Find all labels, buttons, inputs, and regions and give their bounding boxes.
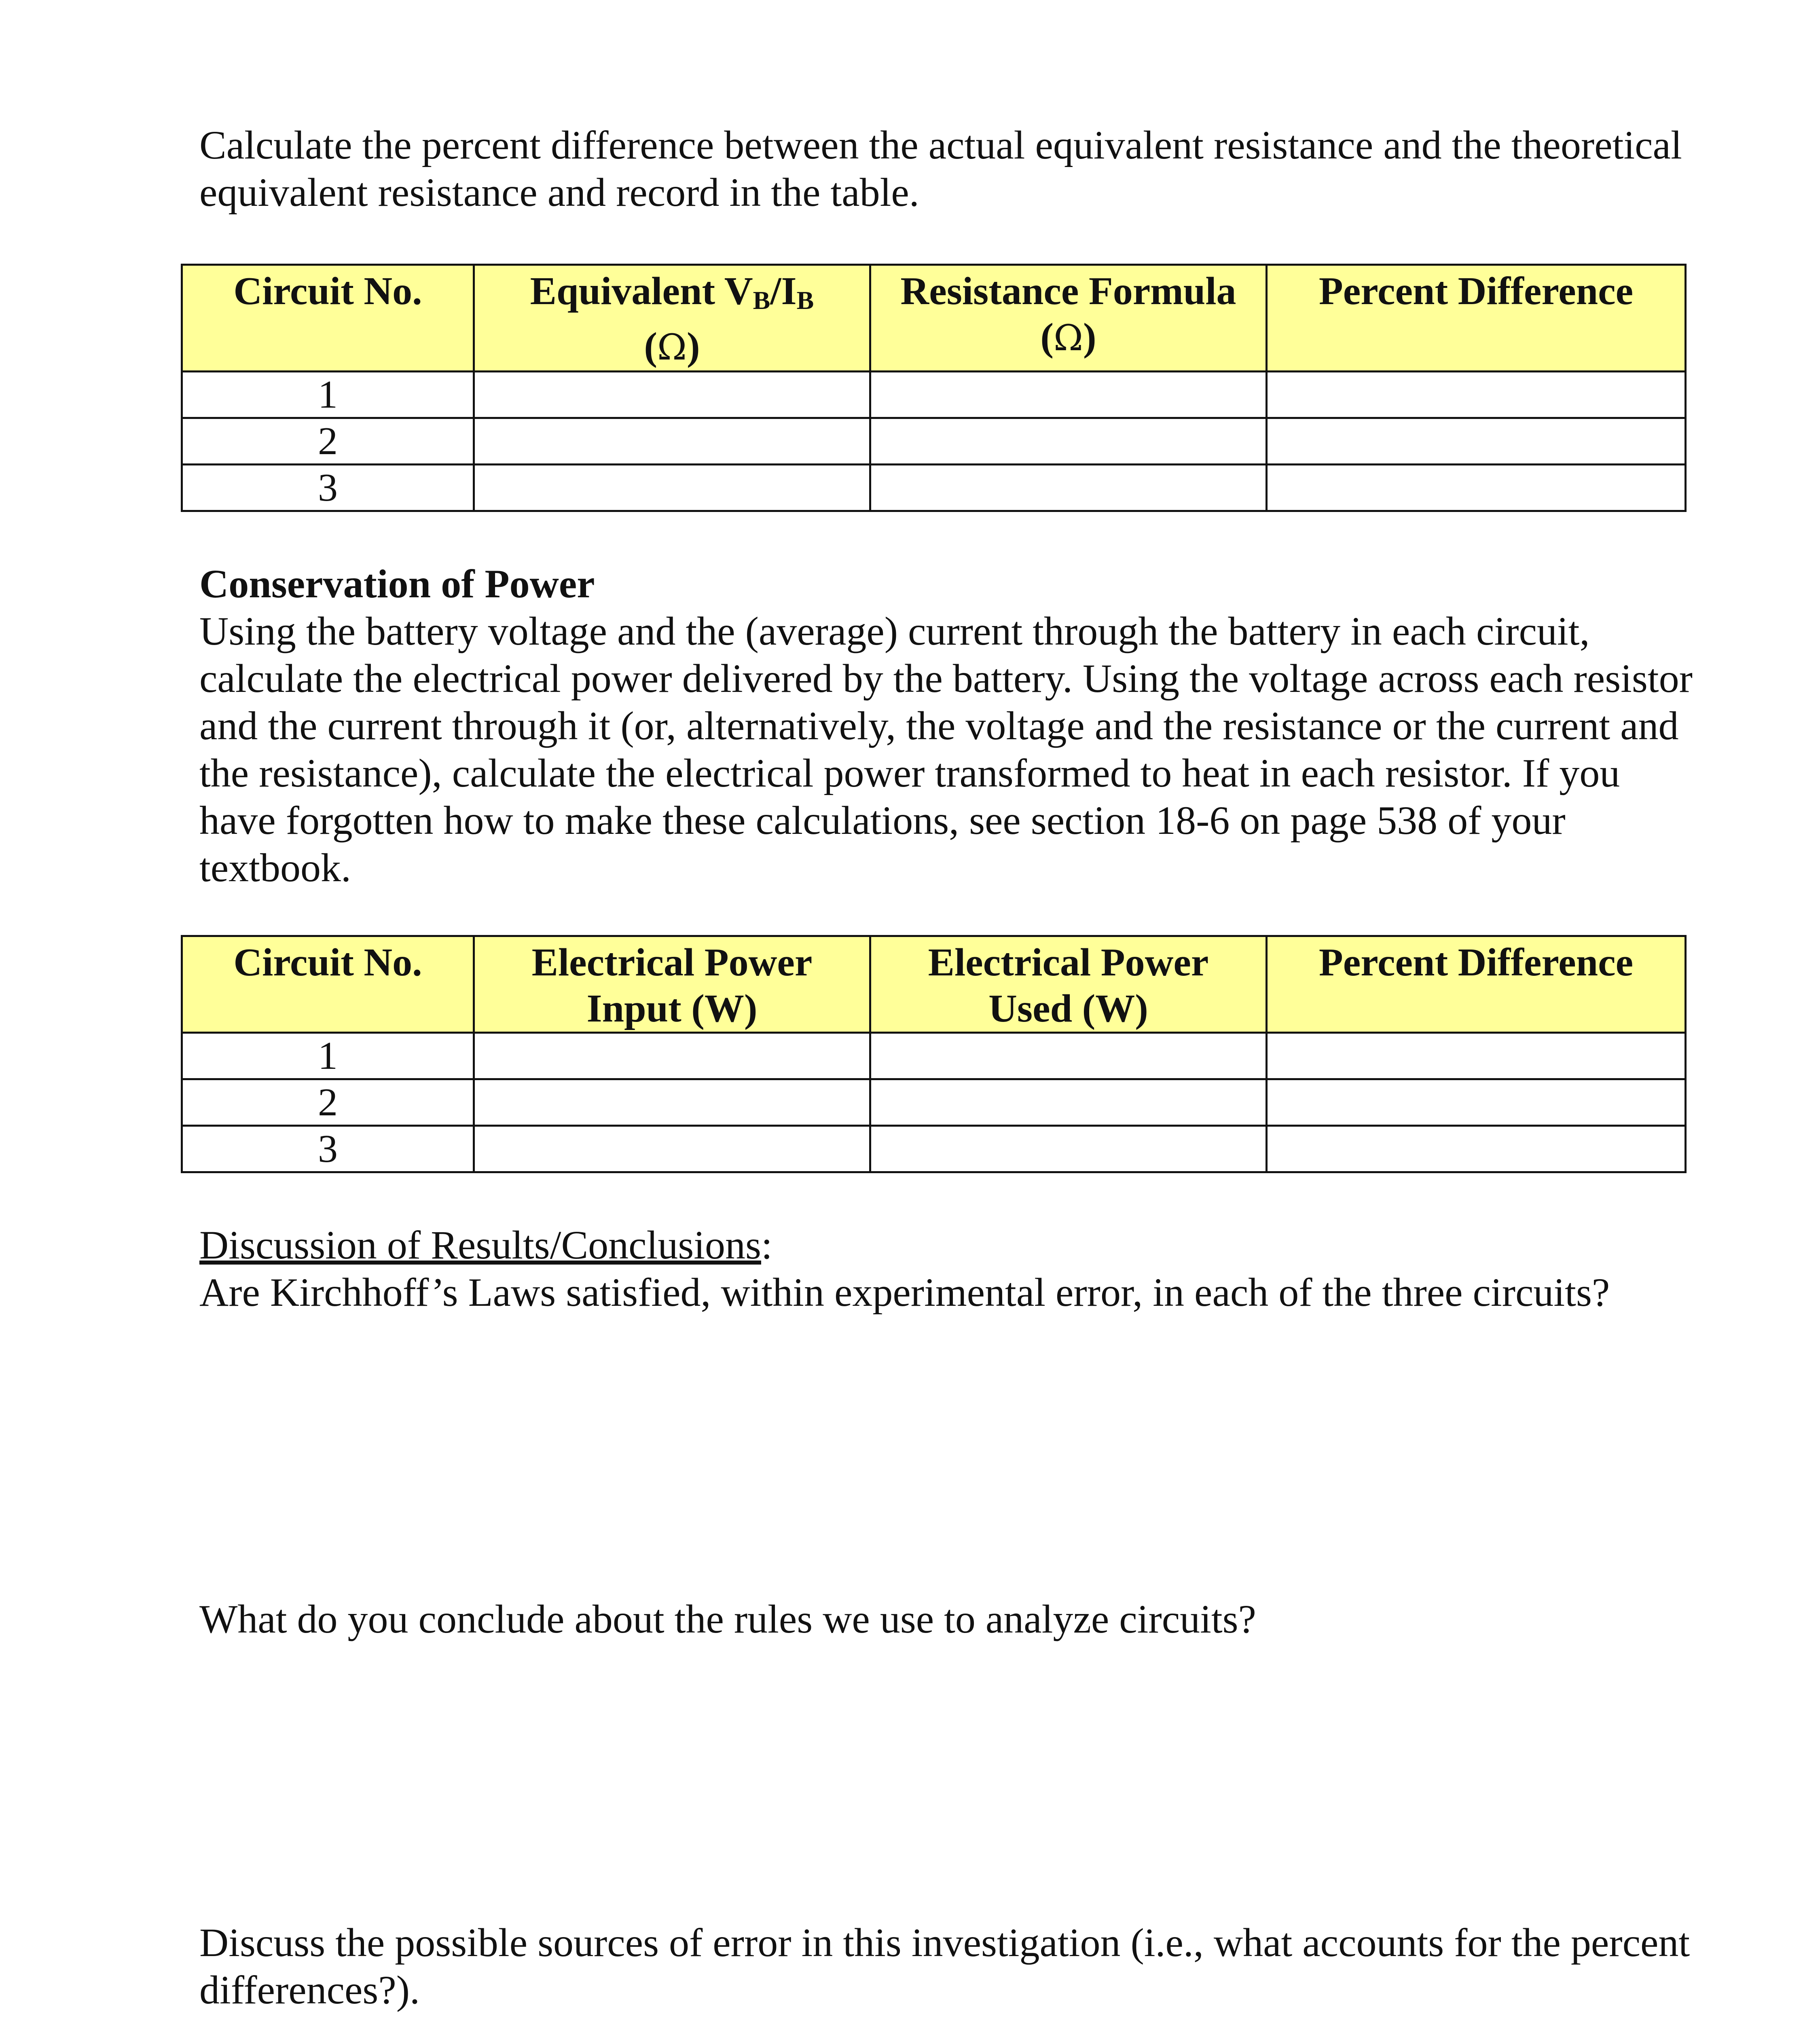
question-conclusion: What do you conclude about the rules we use to analyze circuits? bbox=[199, 1597, 1256, 1641]
section-heading-conservation-of-power: Conservation of Power bbox=[199, 561, 595, 606]
header-circuit-no: Circuit No. bbox=[182, 265, 474, 372]
resistance-table bbox=[181, 264, 1687, 512]
question-kirchhoff: Are Kirchhoff’s Laws satisfied, within experimental error, in each of the three circuits? bbox=[199, 1270, 1610, 1315]
discussion-heading: Discussion of Results/Conclusions bbox=[199, 1223, 761, 1267]
circuit-number-cell: 3 bbox=[182, 1126, 474, 1172]
table-row bbox=[182, 465, 1686, 511]
percent-difference-cell[interactable] bbox=[1267, 418, 1686, 465]
percent-difference-cell[interactable] bbox=[1267, 1033, 1686, 1079]
equivalent-resistance-cell[interactable] bbox=[474, 372, 870, 418]
power-section bbox=[199, 560, 1696, 891]
table-row bbox=[182, 418, 1686, 465]
header-power-input: Electrical Power Input (W) bbox=[474, 936, 870, 1033]
question-sources-of-error: Discuss the possible sources of error in this investigation (i.e., what accounts for the percent differences?). bbox=[199, 1920, 1690, 2012]
percent-difference-cell[interactable] bbox=[1267, 1079, 1686, 1126]
formula-resistance-cell[interactable] bbox=[870, 372, 1267, 418]
intro-paragraph: Calculate the percent difference between the actual equivalent resistance and the theoretical equivalent resistance and record in the table. bbox=[199, 123, 1682, 215]
percent-difference-cell[interactable] bbox=[1267, 372, 1686, 418]
header-resistance-formula: Resistance Formula (Ω) bbox=[870, 265, 1267, 372]
power-input-cell[interactable] bbox=[474, 1126, 870, 1172]
circuit-number-cell: 2 bbox=[182, 418, 474, 465]
circuit-number-cell: 2 bbox=[182, 1079, 474, 1126]
power-input-cell[interactable] bbox=[474, 1033, 870, 1079]
header-percent-difference: Percent Difference bbox=[1267, 265, 1686, 372]
header-percent-difference: Percent Difference bbox=[1267, 936, 1686, 1033]
table-row bbox=[182, 1079, 1686, 1126]
formula-resistance-cell[interactable] bbox=[870, 418, 1267, 465]
power-table bbox=[181, 935, 1687, 1173]
table-row bbox=[182, 372, 1686, 418]
table-header-row bbox=[182, 265, 1686, 372]
power-used-cell[interactable] bbox=[870, 1033, 1267, 1079]
table-row bbox=[182, 1126, 1686, 1172]
table-header-row bbox=[182, 936, 1686, 1033]
ohm-symbol: Ω bbox=[657, 326, 687, 368]
power-used-cell[interactable] bbox=[870, 1079, 1267, 1126]
equivalent-resistance-cell[interactable] bbox=[474, 418, 870, 465]
header-equivalent-vb-ib: Equivalent $V_B/I_B$ (Ω) bbox=[474, 265, 870, 372]
formula-resistance-cell[interactable] bbox=[870, 465, 1267, 511]
header-circuit-no: Circuit No. bbox=[182, 936, 474, 1033]
percent-difference-cell[interactable] bbox=[1267, 465, 1686, 511]
header-power-used: Electrical Power Used (W) bbox=[870, 936, 1267, 1033]
ohm-symbol: Ω bbox=[1054, 317, 1083, 359]
percent-difference-cell[interactable] bbox=[1267, 1126, 1686, 1172]
circuit-number-cell: 3 bbox=[182, 465, 474, 511]
equivalent-resistance-cell[interactable] bbox=[474, 465, 870, 511]
power-input-cell[interactable] bbox=[474, 1079, 870, 1126]
circuit-number-cell: 1 bbox=[182, 372, 474, 418]
circuit-number-cell: 1 bbox=[182, 1033, 474, 1079]
power-used-cell[interactable] bbox=[870, 1126, 1267, 1172]
discussion-section: Discussion of Results/Conclusions: Are Kirchhoff’s Laws satisfied, within experimental error, in each of the three circuits? bbox=[199, 1223, 1610, 1315]
power-instructions: Using the battery voltage and the (average) current through the battery in each circuit, calculate the electrical power delivered by the battery. Using the voltage across each resistor and the current through it (or, alternatively, the voltage and the resistance or the current and the resistance), calculate the electrical power transformed to heat in each resistor. If you have forgotten how to make these calculations, see section 18-6 on page 538 of your textbook. bbox=[199, 609, 1693, 890]
table-row bbox=[182, 1033, 1686, 1079]
